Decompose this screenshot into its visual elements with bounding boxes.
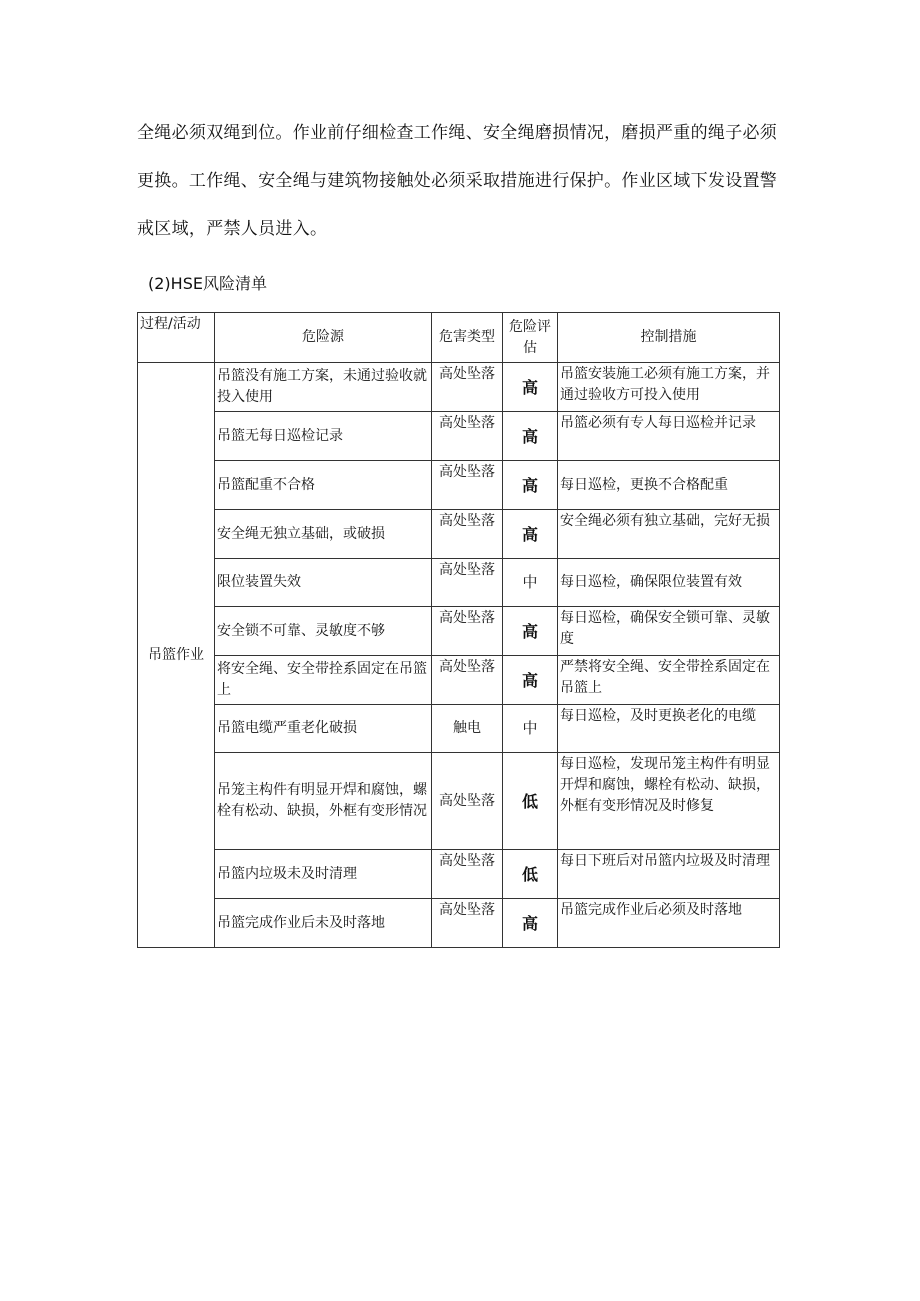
table-row <box>138 363 780 412</box>
control-cell: 每日巡检，确保限位装置有效 <box>558 559 780 607</box>
table-row <box>138 412 780 461</box>
section-heading: (2)HSE风险清单 <box>148 274 267 293</box>
risk-cell: 高 <box>503 656 558 705</box>
header-hazard-type: 危害类型 <box>432 313 503 363</box>
hazard-type-cell: 高处坠落 <box>432 461 503 510</box>
hazard-cell: 限位装置失效 <box>215 559 432 607</box>
hazard-type-cell: 高处坠落 <box>432 850 503 899</box>
control-cell: 每日巡检，发现吊笼主构件有明显开焊和腐蚀，螺栓有松动、缺损，外框有变形情况及时修复 <box>558 753 780 850</box>
hazard-type-cell: 高处坠落 <box>432 412 503 461</box>
control-cell: 每日巡检，及时更换老化的电缆 <box>558 705 780 753</box>
table-row <box>138 899 780 948</box>
table-row <box>138 607 780 656</box>
process-cell: 吊篮作业 <box>138 363 215 948</box>
hazard-cell: 吊篮配重不合格 <box>215 461 432 510</box>
risk-cell: 高 <box>503 899 558 948</box>
control-cell: 吊篮完成作业后必须及时落地 <box>558 899 780 948</box>
hazard-cell: 吊篮内垃圾未及时清理 <box>215 850 432 899</box>
hazard-cell: 安全绳无独立基础，或破损 <box>215 510 432 559</box>
table-row <box>138 559 780 607</box>
hazard-type-cell: 高处坠落 <box>432 510 503 559</box>
risk-cell: 高 <box>503 607 558 656</box>
risk-cell: 中 <box>503 559 558 607</box>
control-cell: 吊篮安装施工必须有施工方案，并通过验收方可投入使用 <box>558 363 780 412</box>
hazard-type-cell: 高处坠落 <box>432 899 503 948</box>
hazard-type-cell: 高处坠落 <box>432 559 503 607</box>
hse-risk-table <box>137 312 780 948</box>
hazard-cell: 吊篮完成作业后未及时落地 <box>215 899 432 948</box>
control-cell: 安全绳必须有独立基础，完好无损 <box>558 510 780 559</box>
hazard-type-cell: 高处坠落 <box>432 607 503 656</box>
table-row <box>138 461 780 510</box>
hazard-cell: 吊篮电缆严重老化破损 <box>215 705 432 753</box>
hazard-cell: 安全锁不可靠、灵敏度不够 <box>215 607 432 656</box>
risk-cell: 低 <box>503 850 558 899</box>
risk-cell: 中 <box>503 705 558 753</box>
table-row <box>138 705 780 753</box>
header-risk: 危险评估 <box>503 313 558 363</box>
control-cell: 严禁将安全绳、安全带拴系固定在吊篮上 <box>558 656 780 705</box>
risk-cell: 高 <box>503 412 558 461</box>
header-process: 过程/活动 <box>138 313 215 363</box>
table-row <box>138 656 780 705</box>
control-cell: 每日巡检，更换不合格配重 <box>558 461 780 510</box>
hazard-type-cell: 触电 <box>432 705 503 753</box>
table-header-row <box>138 313 780 363</box>
hazard-type-cell: 高处坠落 <box>432 753 503 850</box>
table-row <box>138 850 780 899</box>
header-hazard: 危险源 <box>215 313 432 363</box>
control-cell: 吊篮必须有专人每日巡检并记录 <box>558 412 780 461</box>
hazard-type-cell: 高处坠落 <box>432 656 503 705</box>
risk-cell: 高 <box>503 461 558 510</box>
hazard-cell: 吊篮没有施工方案，未通过验收就投入使用 <box>215 363 432 412</box>
control-cell: 每日巡检，确保安全锁可靠、灵敏度 <box>558 607 780 656</box>
control-cell: 每日下班后对吊篮内垃圾及时清理 <box>558 850 780 899</box>
body-paragraph-line-2: 更换。工作绳、安全绳与建筑物接触处必须采取措施进行保护。作业区域下发设置警 <box>137 171 778 191</box>
risk-cell: 高 <box>503 363 558 412</box>
body-paragraph-line-3: 戒区域，严禁人员进入。 <box>137 219 328 239</box>
hazard-type-cell: 高处坠落 <box>432 363 503 412</box>
table-row <box>138 753 780 850</box>
hazard-cell: 将安全绳、安全带拴系固定在吊篮上 <box>215 656 432 705</box>
risk-cell: 高 <box>503 510 558 559</box>
risk-cell: 低 <box>503 753 558 850</box>
table-row <box>138 510 780 559</box>
header-control: 控制措施 <box>558 313 780 363</box>
hazard-cell: 吊笼主构件有明显开焊和腐蚀，螺栓有松动、缺损，外框有变形情况 <box>215 753 432 850</box>
body-paragraph-line-1: 全绳必须双绳到位。作业前仔细检查工作绳、安全绳磨损情况，磨损严重的绳子必须 <box>137 123 778 143</box>
hazard-cell: 吊篮无每日巡检记录 <box>215 412 432 461</box>
